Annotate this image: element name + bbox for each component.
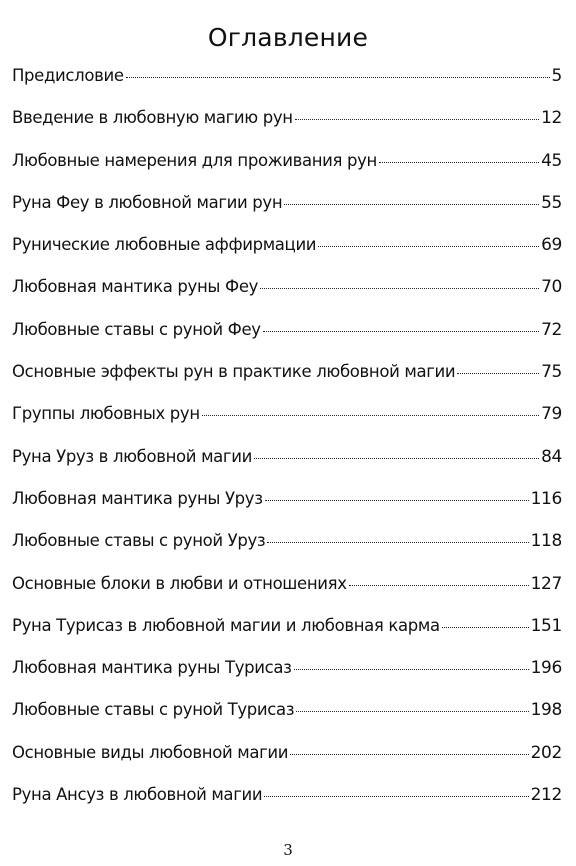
toc-entry-page: 55	[541, 192, 562, 213]
toc-entry-page: 116	[530, 488, 562, 509]
toc-dot-leader	[349, 585, 529, 586]
toc-entry-page: 151	[530, 615, 562, 636]
toc-entry-title: Основные эффекты рун в практике любовной магии	[12, 362, 456, 382]
toc-entry[interactable]	[12, 66, 562, 108]
toc-dot-leader	[254, 458, 539, 459]
toc-dot-leader	[202, 415, 539, 416]
toc-entry-page: 12	[541, 108, 562, 129]
toc-entry-title: Руна Феу в любовной магии рун	[12, 192, 283, 212]
toc-entry-page: 79	[541, 404, 562, 425]
toc-entry[interactable]	[12, 151, 562, 193]
toc-entry[interactable]	[12, 743, 562, 785]
toc-entry-page: 5	[551, 66, 562, 86]
toc-entry-title: Любовные намерения для проживания рун	[12, 150, 377, 170]
toc-entry-title: Предисловие	[12, 66, 124, 85]
page-number: 3	[283, 841, 293, 859]
toc-entry-page: 72	[541, 319, 562, 340]
toc-entry-page: 198	[530, 700, 562, 721]
toc-entry-page: 202	[530, 742, 562, 763]
toc-entry-title: Основные блоки в любви и отношениях	[12, 573, 347, 593]
toc-entry-title: Рунические любовные аффирмации	[12, 235, 317, 255]
toc-dot-leader	[296, 711, 528, 712]
toc-entry-title: Руна Ансуз в любовной магии	[12, 785, 263, 805]
toc-dot-leader	[318, 246, 539, 247]
toc-dot-leader	[265, 500, 529, 501]
toc-entry-title: Группы любовных рун	[12, 404, 200, 424]
toc-entry-page: 84	[541, 446, 562, 467]
toc-entry-title: Любовная мантика руны Турисаз	[12, 658, 292, 678]
toc-entry-title: Руна Турисаз в любовной магии и любовная карма	[12, 615, 440, 635]
toc-dot-leader	[263, 331, 539, 332]
toc-dot-leader	[267, 542, 528, 543]
toc-entry[interactable]	[12, 489, 562, 531]
toc-entry[interactable]	[12, 616, 562, 658]
toc-entry[interactable]	[12, 193, 562, 235]
toc-entry[interactable]	[12, 531, 562, 573]
toc-dot-leader	[284, 204, 539, 205]
toc-entry-page: 69	[541, 235, 562, 256]
toc-entry-page: 45	[541, 150, 562, 171]
toc-entry-title: Любовные ставы с руной Уруз	[12, 531, 266, 551]
page-title: Оглавление	[207, 22, 369, 52]
toc-dot-leader	[264, 796, 528, 797]
toc-entry-page: 212	[530, 785, 562, 806]
toc-entry[interactable]	[12, 785, 562, 827]
toc-entry[interactable]	[12, 362, 562, 404]
toc-entry[interactable]	[12, 658, 562, 700]
toc-entry-title: Любовные ставы с руной Турисаз	[12, 700, 295, 720]
toc-entry-page: 127	[530, 573, 562, 594]
toc-entry-title: Основные виды любовной магии	[12, 742, 289, 762]
toc-entry-title: Введение в любовную магию рун	[12, 108, 293, 128]
table-of-contents	[12, 66, 562, 827]
toc-entry[interactable]	[12, 320, 562, 362]
toc-dot-leader	[294, 669, 529, 670]
toc-entry-page: 70	[541, 277, 562, 298]
toc-entry-page: 196	[530, 658, 562, 679]
toc-entry[interactable]	[12, 700, 562, 742]
toc-dot-leader	[442, 627, 529, 628]
toc-dot-leader	[295, 119, 539, 120]
toc-entry[interactable]	[12, 235, 562, 277]
toc-entry[interactable]	[12, 574, 562, 616]
toc-entry-title: Любовная мантика руны Феу	[12, 277, 259, 297]
toc-entry[interactable]	[12, 404, 562, 446]
toc-entry-page: 118	[530, 531, 562, 552]
toc-entry-title: Любовная мантика руны Уруз	[12, 488, 263, 508]
toc-entry-page: 75	[541, 362, 562, 383]
toc-dot-leader	[379, 162, 539, 163]
toc-dot-leader	[260, 288, 539, 289]
toc-dot-leader	[126, 77, 550, 78]
toc-entry[interactable]	[12, 447, 562, 489]
toc-dot-leader	[457, 373, 539, 374]
toc-entry-title: Любовные ставы с руной Феу	[12, 319, 261, 339]
toc-entry[interactable]	[12, 108, 562, 150]
toc-entry-title: Руна Уруз в любовной магии	[12, 446, 252, 466]
toc-entry[interactable]	[12, 277, 562, 319]
toc-dot-leader	[290, 754, 528, 755]
